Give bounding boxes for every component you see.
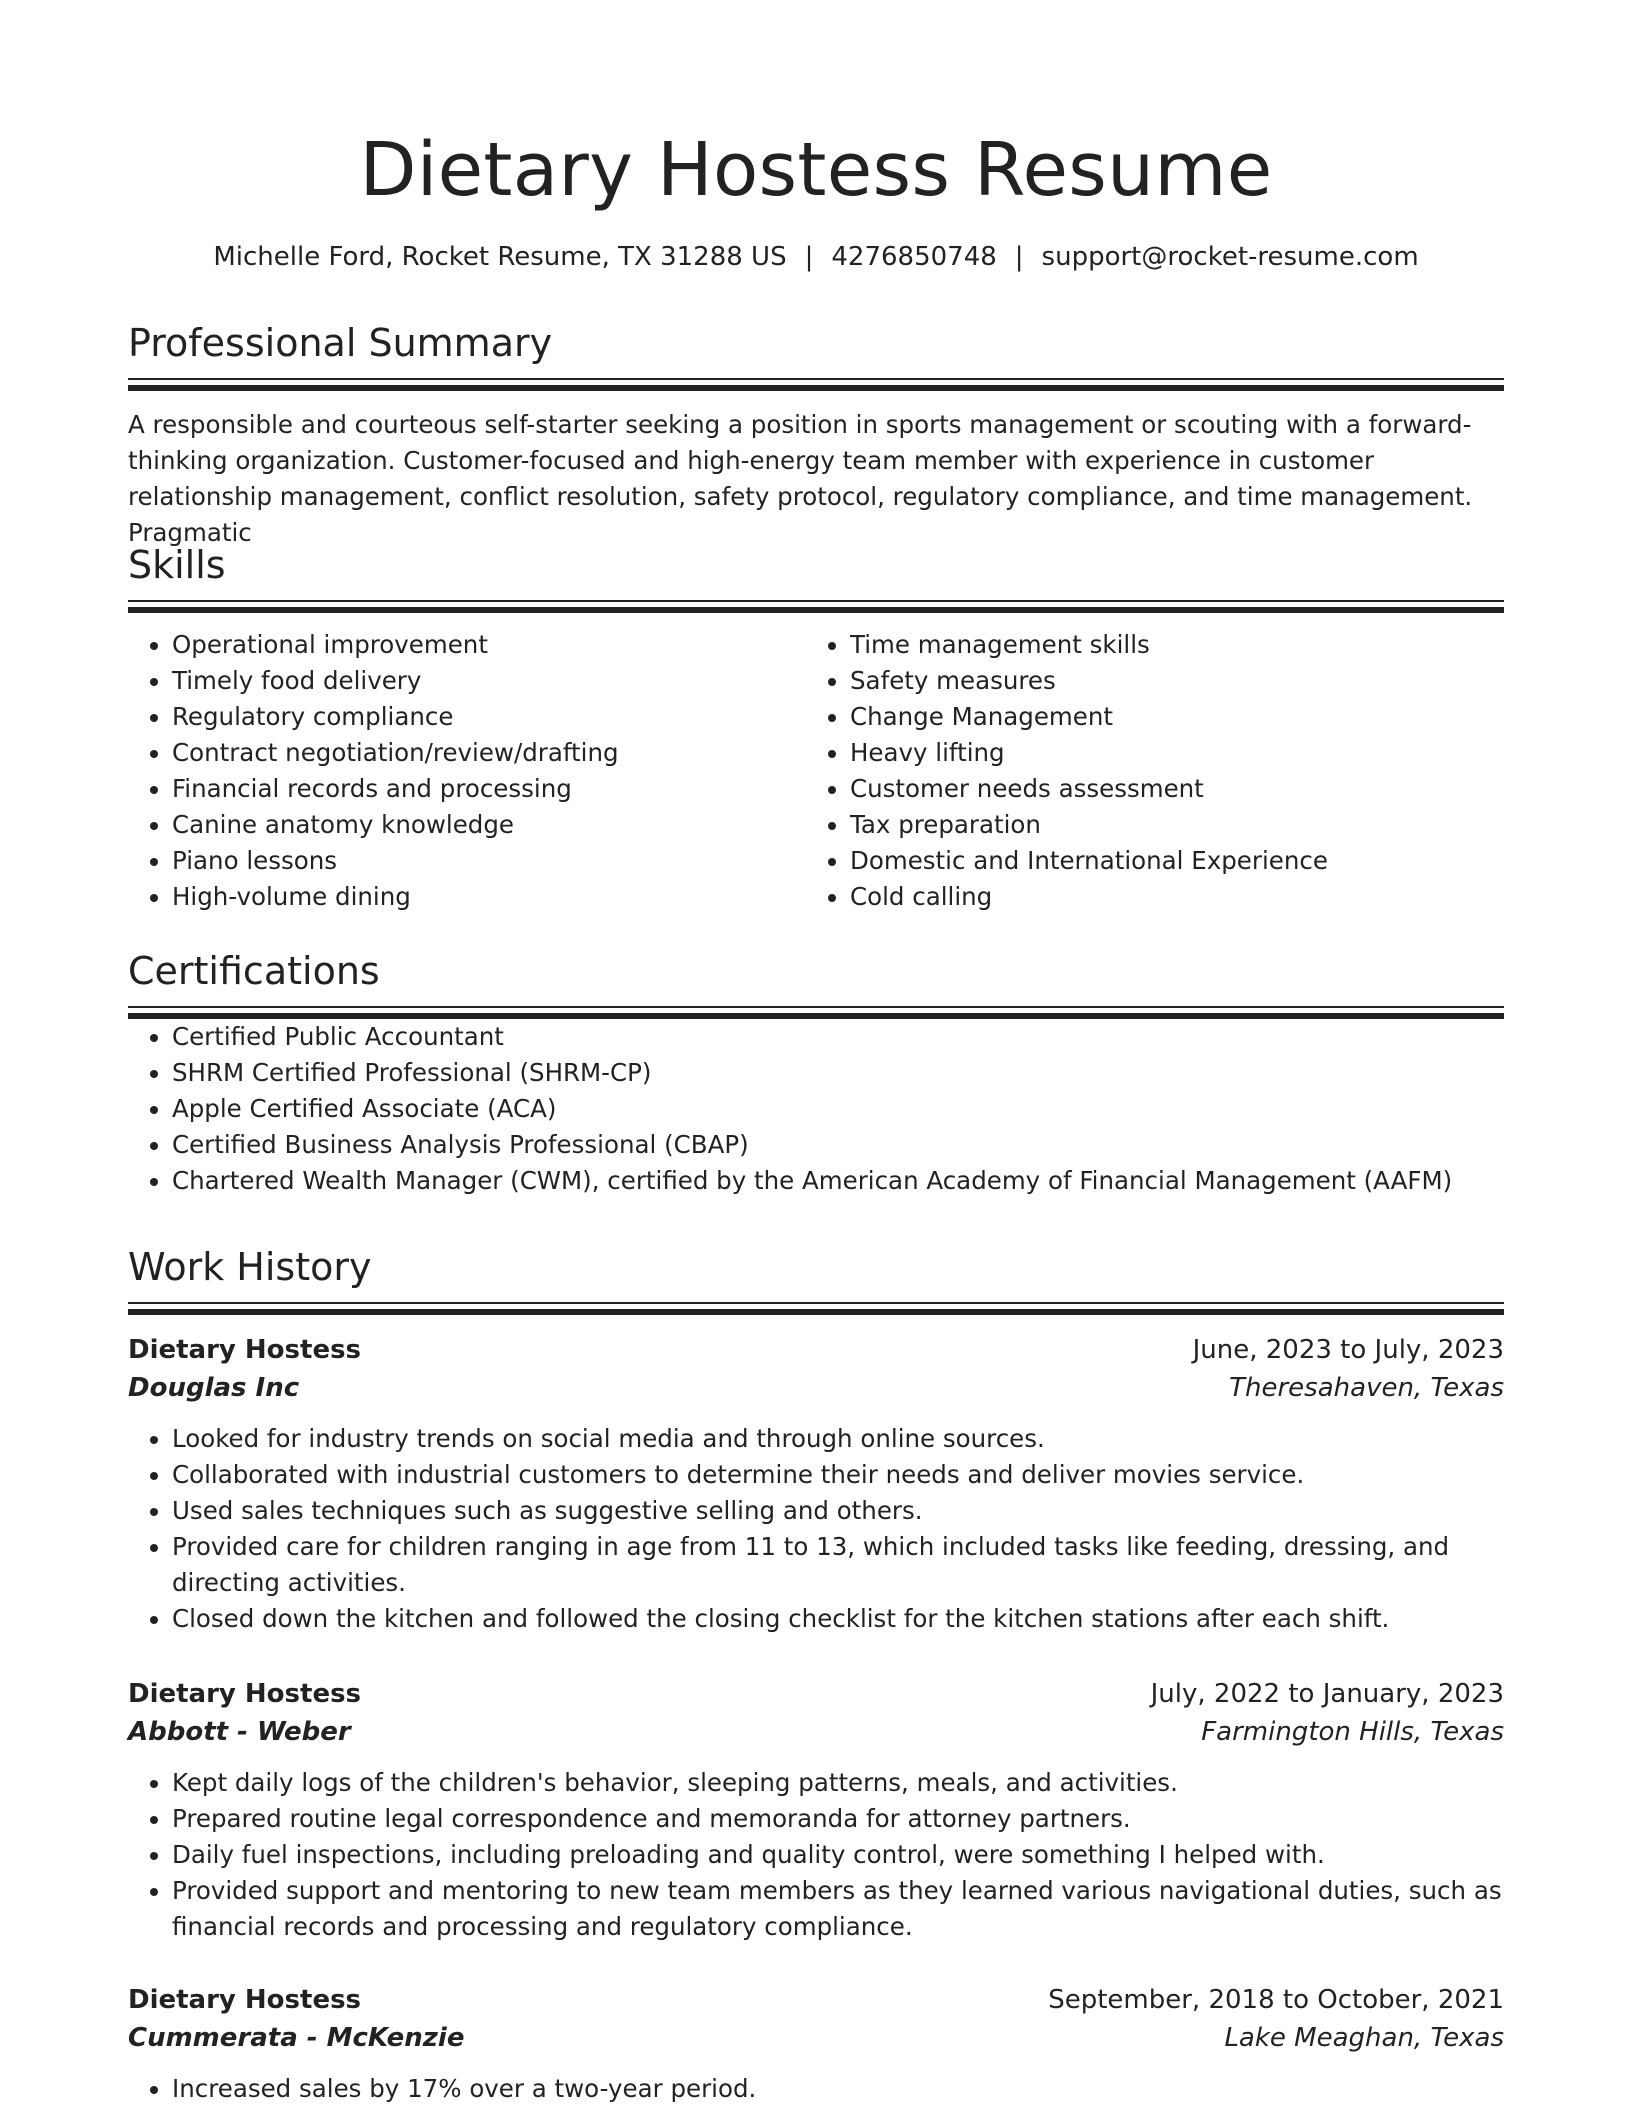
job-company: Cummerata - McKenzie [128, 2023, 465, 2053]
skill-item: • Operational improvement [172, 627, 806, 663]
certification-item: • Certified Business Analysis Professional (CBAP) [172, 1127, 1504, 1163]
skill-item: • Financial records and processing [172, 771, 806, 807]
skill-item: • Domestic and International Experience [850, 843, 1484, 879]
job-company: Douglas Inc [128, 1373, 300, 1403]
job-duties-list [128, 2071, 1504, 2107]
job-subheader-row [128, 1369, 1504, 1407]
job-dates: June, 2023 to July, 2023 [1192, 1335, 1504, 1365]
job-duty: • Provided support and mentoring to new team members as they learned various navigational duties, such as financial records and processing and regulatory compliance. [172, 1873, 1504, 1945]
job-duty: • Kept daily logs of the children's behavior, sleeping patterns, meals, and activities. [172, 1765, 1504, 1801]
job-subheader-row [128, 1713, 1504, 1751]
job-duty: • Looked for industry trends on social media and through online sources. [172, 1421, 1504, 1457]
skills-columns [128, 627, 1504, 915]
job-header-row [128, 1675, 1504, 1713]
job-duty: • Collaborated with industrial customers to determine their needs and deliver movies service. [172, 1457, 1504, 1493]
job-header-row [128, 1331, 1504, 1369]
certification-item: • Chartered Wealth Manager (CWM), certified by the American Academy of Financial Management (AAFM) [172, 1163, 1504, 1199]
certification-item: • SHRM Certified Professional (SHRM-CP) [172, 1055, 1504, 1091]
summary-text: A responsible and courteous self-starter seeking a position in sports management or scouting with a forward-thinking organization. Customer-focused and high-energy team member with experience in customer relationship management, conflict resolution, safety protocol, regulatory compliance, and time management. Pragmatic [128, 410, 1473, 547]
skill-item: • Customer needs assessment [850, 771, 1484, 807]
contact-phone: 4276850748 [831, 242, 997, 272]
contact-separator: | [804, 242, 814, 272]
job-duty: • Closed down the kitchen and followed the closing checklist for the kitchen stations after each shift. [172, 1601, 1504, 1637]
job-location: Farmington Hills, Texas [1201, 1717, 1504, 1747]
section-divider [128, 1302, 1504, 1315]
job-company: Abbott - Weber [128, 1717, 351, 1747]
job-location: Lake Meaghan, Texas [1224, 2023, 1504, 2053]
section-divider [128, 600, 1504, 613]
skills-list-right [806, 627, 1484, 915]
work-history-section [128, 1242, 1504, 1315]
skill-item: • Change Management [850, 699, 1484, 735]
skill-item: • Timely food delivery [172, 663, 806, 699]
skill-item: • Cold calling [850, 879, 1484, 915]
job-duty: • Used sales techniques such as suggestive selling and others. [172, 1493, 1504, 1529]
job-duty: • Increased sales by 17% over a two-year period. [172, 2071, 1504, 2107]
certifications-heading: Certifications [128, 949, 380, 993]
job-header-row [128, 1981, 1504, 2019]
skill-item: • Safety measures [850, 663, 1484, 699]
job-dates: July, 2022 to January, 2023 [1150, 1679, 1504, 1709]
contact-separator: | [1014, 242, 1024, 272]
work-history-heading: Work History [128, 1245, 372, 1289]
summary-heading: Professional Summary [128, 321, 553, 365]
certification-item: • Apple Certified Associate (ACA) [172, 1091, 1504, 1127]
job-location: Theresahaven, Texas [1229, 1373, 1504, 1403]
job-duty: • Provided care for children ranging in age from 11 to 13, which included tasks like feeding, dressing, and directing activities. [172, 1529, 1504, 1601]
skills-heading: Skills [128, 543, 226, 587]
skill-item: • Piano lessons [172, 843, 806, 879]
job-entry [128, 1981, 1504, 2107]
job-duty: • Prepared routine legal correspondence and memoranda for attorney partners. [172, 1801, 1504, 1837]
certifications-list [128, 1019, 1504, 1199]
skill-item: • Contract negotiation/review/drafting [172, 735, 806, 771]
section-divider [128, 1006, 1504, 1019]
job-duties-list [128, 1421, 1504, 1637]
skill-item: • Canine anatomy knowledge [172, 807, 806, 843]
job-entry [128, 1675, 1504, 1945]
section-divider [128, 378, 1504, 391]
skill-item: • Tax preparation [850, 807, 1484, 843]
job-dates: September, 2018 to October, 2021 [1048, 1985, 1504, 2015]
certification-item: • Certified Public Accountant [172, 1019, 1504, 1055]
skills-section [128, 540, 1504, 915]
certifications-section [128, 946, 1504, 1199]
job-duties-list [128, 1765, 1504, 1945]
summary-section [128, 318, 1504, 551]
job-duty: • Daily fuel inspections, including preloading and quality control, were something I helped with. [172, 1837, 1504, 1873]
skills-list-left [128, 627, 806, 915]
job-subheader-row [128, 2019, 1504, 2057]
skill-item: • Heavy lifting [850, 735, 1484, 771]
job-title: Dietary Hostess [128, 1985, 362, 2015]
job-title: Dietary Hostess [128, 1335, 362, 1365]
resume-title: Dietary Hostess Resume [359, 127, 1273, 213]
contact-email: support@rocket-resume.com [1041, 242, 1419, 272]
job-title: Dietary Hostess [128, 1679, 362, 1709]
contact-line [128, 239, 1504, 275]
skill-item: • High-volume dining [172, 879, 806, 915]
skill-item: • Time management skills [850, 627, 1484, 663]
contact-address: Michelle Ford, Rocket Resume, TX 31288 US [213, 242, 787, 272]
skill-item: • Regulatory compliance [172, 699, 806, 735]
job-entry [128, 1331, 1504, 1637]
